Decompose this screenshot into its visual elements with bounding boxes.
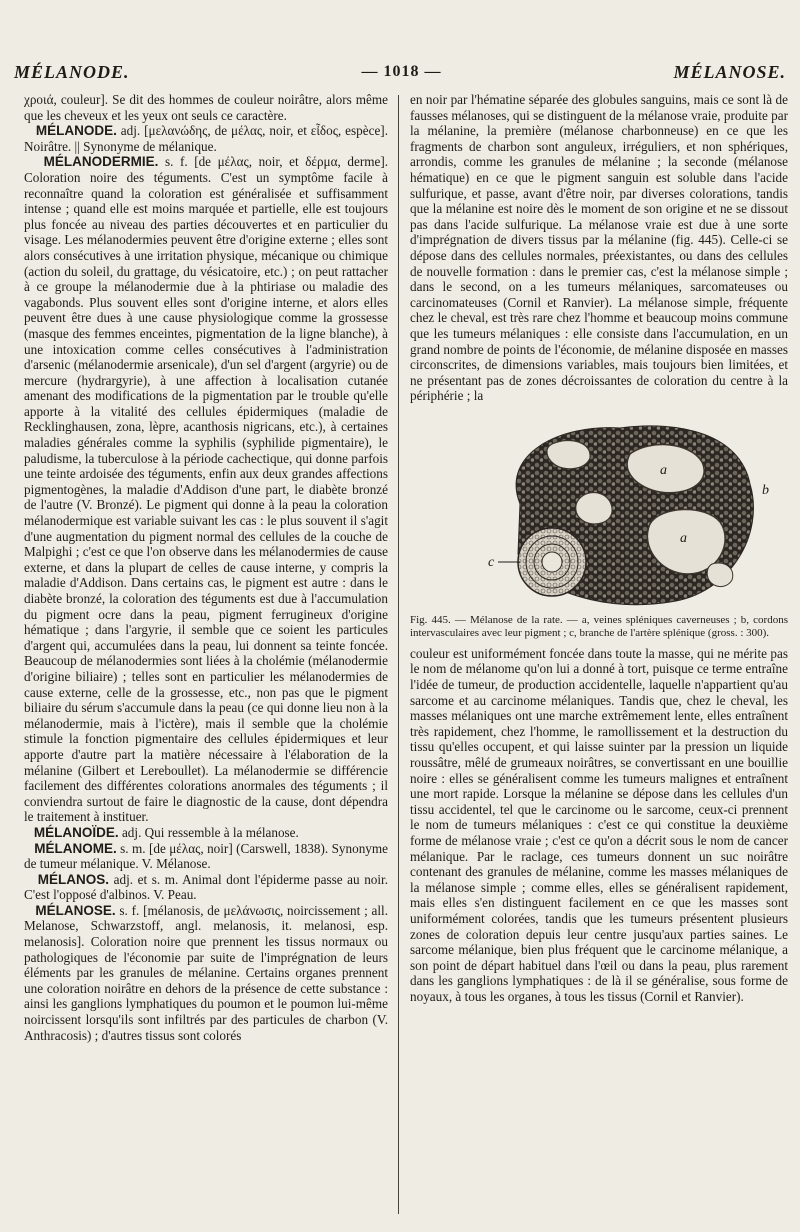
left-column [24, 92, 388, 1220]
entry-text: s. f. [mélanosis, de μελάνωσις, noircissement ; all. Melanose, Schwarzstoff, angl. melanosis, it. melanosi, esp. melanosis]. Coloration noire que prennent les tissus normaux ou pathologiques de l'économie par suite de l'imprégnation de leurs éléments par les granules de mélanine. Certains organes prennent une coloration noirâtre en dehors de la présence de cette substance : ainsi les ganglions lymphatiques du poumon et le poumon lui-même noircissent lorsqu'ils sont infiltrés par des particules de charbon (V. Anthracosis) ; d'autres tissus sont colorés [24, 902, 388, 1043]
entry-headword: MÉLANODE. [35, 123, 117, 139]
figure-number: Fig. 445. [410, 613, 451, 626]
label-a-top: a [660, 462, 667, 478]
entry-melanos [24, 872, 388, 903]
entry-text: adj. et s. m. Animal dont l'épiderme passe au noir. C'est l'opposé d'albinos. V. Peau. [24, 871, 388, 903]
page-header [14, 60, 786, 84]
entry-melanome [24, 841, 388, 872]
entry-continuation [24, 92, 388, 123]
label-c: c [488, 554, 495, 570]
page-number: — 1018 — [361, 63, 442, 80]
entry-melanodermie [24, 154, 388, 825]
column-divider [398, 95, 399, 1214]
entry-headword: MÉLANOME. [34, 840, 117, 856]
entry-melanose [24, 903, 388, 1043]
entry-text: s. m. [de μέλας, noir] (Carswell, 1838). Synonyme de tumeur mélanique. V. Mélanose. [24, 840, 388, 872]
entry-headword: MÉLANOÏDE. [33, 824, 119, 840]
label-b: b [762, 482, 769, 498]
entry-headword: MÉLANOSE. [35, 902, 116, 918]
entry-text: s. f. [de μέλας, noir, et δέρμα, derme]. Coloration noire des téguments. C'est un symptôme facile à reconnaître quand la coloration est généralisée et suffisamment intense ; quand elle est moins marquée et partielle, elle est toujours plus foncée au niveau des parties découvertes et en particulier du visage. Les mélanodermies peuvent être d'origine externe ; elles sont alors consécutives à une irritation physique, mécanique ou chimique (action du soleil, du grattage, du vésicatoire, etc.) ; on peut rattacher à ce groupe la mélanodermie due à la phtiriase ou maladie des vagabonds. Plus souvent elles sont d'origine interne, et alors elles peuvent être dues à une cause physiologique comme la grossesse (masque des femmes enceintes, pigmentation de la ligne blanche), à une intoxication comme celles consécutives à l'administration d'arsenic (mélanodermie arsenicale), d'un sel d'argent (argyrie) ou de mercure (hydrargyrie), à une affection à localisation cutanée amenant des modifications de la pigmentation par le trouble qu'elle apporte à la vitalité des cellules épidermiques (maladie de Recklinghausen, zona, lèpre, acanthosis nigricans, etc.), à certaines maladies générales comme la syphilis (syphilide pigmentaire), le paludisme, la tuberculose à la période cachectique, qui donne parfois une teinte ardoisée des téguments, enfin aux deux grandes affections pigmentogènes, la maladie d'Addison d'une part, le diabète bronzé de l'autre (V. Bronzé). Le pigment qui donne à la peau la coloration mélanodermique est variable suivant les cas : le plus souvent il s'agit d'une augmentation du pigment normal des cellules de la couche de Malpighi ; c'est ce que l'on observe dans les mélanodermies de cause externe, et dans la plupart de celles de cause interne, y compris la maladie d'Addison. Dans certains cas, le pigment est autre : dans le diabète bronzé, la coloration des téguments est due à l'accumulation du pigment ocre dans la peau, pigment ferrugineux d'origine hématique ; dans l'argyrie, il semble que ce soient les particules d'argent qui, accumulées dans la peau, lui donnent sa teinte foncée. Beaucoup de mélanodermies sont liées à la cholémie (mélanodermie d'origine biliaire) ; telles sont en particulier les mélanodermies de cause externe, celle de la grossesse, etc., non pas que le pigment biliaire du sérum s'accumule dans la peau (ce qui donne lieu non à la mélanodermie, mais à l'ictère), mais il semble que la cholémie stimule la fonction pigmentaire des cellules épidermiques et leur apporte d'autre part la matière nécessaire à l'élaboration de la mélanine (Gilbert et Lereboullet). La mélanodermie se différencie facilement des différentes colorations anormales des téguments ; il conviendra surtout de faire le diagnostic de la cause, dont dépendra le traitement à instituer. [24, 154, 388, 825]
figure-caption [410, 614, 788, 640]
entry-text: adj. [μελανώδης, de μέλας, noir, et εἶδος, espèce]. Noirâtre. || Synonyme de mélanique. [24, 123, 388, 154]
header-left-word: MÉLANODE. [14, 61, 130, 82]
figure-caption-text: — Mélanose de la rate. — a, veines spléniques caverneuses ; b, cordons intervasculaires avec leur pigment ; c, branche de l'artère splénique (gross. : 300). [410, 613, 788, 639]
figure-445 [410, 414, 788, 640]
entry-melanode [24, 123, 388, 154]
label-a-bottom: a [680, 530, 687, 546]
spleen-melanosis-illustration [480, 414, 780, 614]
entry-text: adj. Qui ressemble à la mélanose. [118, 824, 299, 840]
entry-text: χροιά, couleur]. Se dit des hommes de couleur noirâtre, alors même que les cheveux et les yeux ont seuls ce caractère. [24, 92, 388, 123]
entry-headword: MÉLANOS. [37, 871, 110, 887]
right-column [410, 92, 788, 1220]
entry-headword: MÉLANODERMIE. [43, 154, 159, 170]
right-column-top-text: en noir par l'hématine séparée des globules sanguins, mais ce sont là de fausses mélanoses, qui se distinguent de la mélanose vraie, produite par la mélanine, la première (mélanose charbonneuse) en ce que les fragments de charbon sont anguleux, irréguliers, et non sphériques, arrondis, comme les granules de mélanine ; la seconde (mélanose hématique) en ce que le pigment sanguin est soluble dans l'acide sulfurique, et passe, avant d'être noir, par diverses colorations, tandis que la mélanine est noire dès le moment de son origine et ne se dissout pas dans l'acide sulfurique. La mélanose vraie est due à une sorte d'imprégnation de divers tissus par la mélanine (fig. 445). Celle-ci se dépose dans des cellules normales, préexistantes, ou dans des cellules de nouvelle formation : dans le premier cas, c'est la mélanose simple ; dans le second, on a les tumeurs mélaniques, sarcomateuses ou carcinomateuses (Cornil et Ranvier). La mélanose simple, fréquente chez le cheval, est très rare chez l'homme et beaucoup moins commune que les tumeurs mélaniques : elle consiste dans l'accumulation, en un grand nombre de points de l'économie, de mélanine disposée en masses circonscrites, de dimensions variables, mais toujours bien limitées, et ne présentant pas de zones décroissantes de coloration du centre à la périphérie ; la [410, 92, 788, 404]
right-column-bottom-text: couleur est uniformément foncée dans toute la masse, qui ne mérite pas le nom de mélanome qu'on lui a donné à tort, puisque ce terme entraîne l'idée de tumeur, de production accidentelle, laquelle n'appartient qu'au sarcome et au carcinome mélaniques. Tandis que, chez le cheval, les masses mélaniques ont une marche extrêmement lente, elles entraînent très rapidement, chez l'homme, le ramollissement et la destruction du tissu qu'elles occupent, et qui laisse suinter par la pression un liquide roussâtre, mêlé de grumeaux noirâtres, se convertissant en une bouillie noire : elles se généralisent comme les tumeurs malignes et entraînent une mort rapide. Lorsque la mélanine se dépose dans les cellules d'un tissu accidentel, tel que le carcinome ou le sarcome, ceux-ci prennent le nom de tumeurs mélaniques : c'est ce qui constitue la deuxième forme de mélanose vraie ; c'est ce qu'on a décrit sous le nom de cancer mélanique. Par le raclage, ces tumeurs donnent un suc noirâtre contenant des granules de mélanine, comme les masses mélaniques de la mélanose simple ; comme elles, elles se généralisent rapidement, mais elles s'en distinguent facilement en ce que les masses sont uniformément colorées, tandis que les tumeurs présentent plusieurs zones de coloration depuis leur centre jusqu'aux parties saines. Le sarcome mélanique, bien plus fréquent que le carcinome mélanique, a son point de départ habituel dans l'œil ou dans la peau, plus rarement dans les ganglions lymphatiques : de là il se généralise, sous forme de noyaux, à tous les organes, à tous les tissus (Cornil et Ranvier). [410, 645, 788, 1004]
entry-melanoide [24, 825, 388, 841]
header-right-word: MÉLANOSE. [673, 61, 786, 82]
